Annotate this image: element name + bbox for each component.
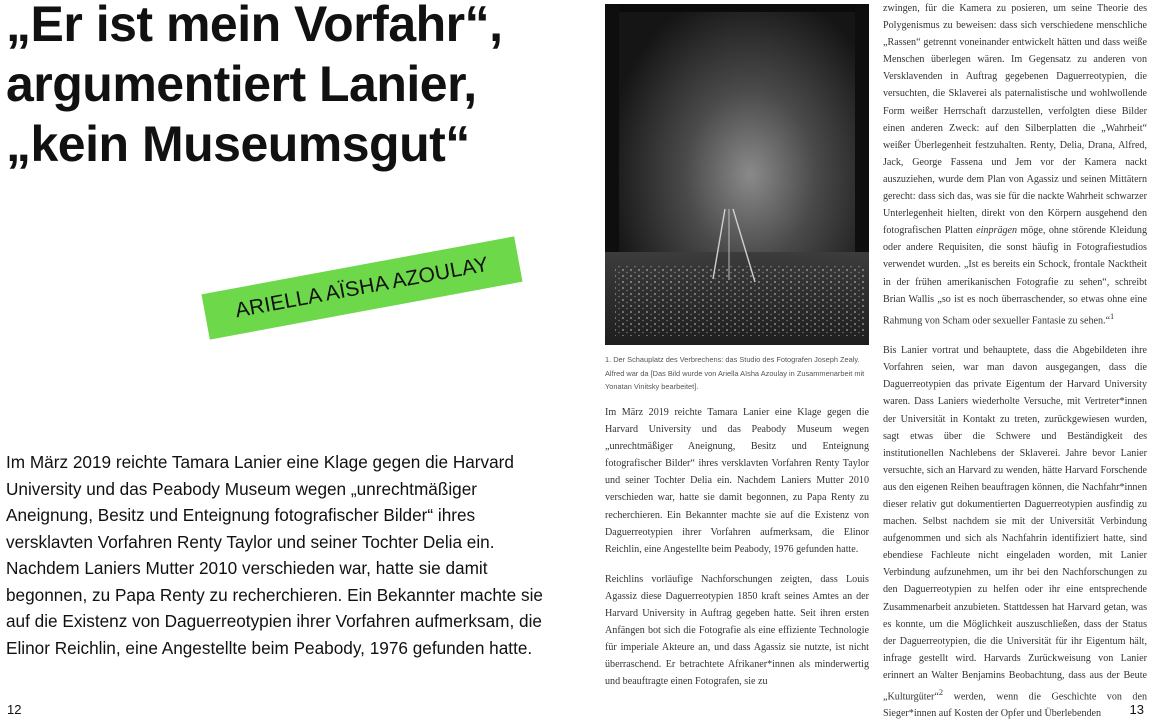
- body-column-1: [605, 404, 869, 691]
- body-paragraph: [883, 0, 1147, 329]
- article-headline: [6, 0, 566, 174]
- body-text: möge, ohne störende Kleidung oder andere Requisiten, die sonst häufig in Fotografiestudios verwendet wurden. „Ist es bereits ein Schock, frontale Nacktheit in der frühen amerikanischen Fotografie zu sehen“, schreibt Brian Wallis „so ist es noch überraschender, so etwas ohne eine Rahmung von Scham oder sexueller Fantasie zu sehen.“: [883, 225, 1148, 327]
- figure-caption: 1. Der Schauplatz des Verbrechens: das Studio des Fotografen Joseph Zealy. Alfred war da [Das Bild wurde von Ariella Aïsha Azoulay in Zusammenarbeit mit Yonatan Vinitsky bearbeitet].: [605, 355, 865, 391]
- headline-line-2: argumentiert Lanier,: [6, 56, 477, 112]
- author-name: ARIELLA AÏSHA AZOULAY: [233, 252, 491, 323]
- footnote-ref: 2: [938, 688, 944, 698]
- headline-line-3: „kein Museumsgut“: [6, 116, 470, 172]
- page-number-left: 12: [7, 702, 22, 717]
- studio-photo-image: [605, 4, 869, 345]
- page-number-right: 13: [1129, 702, 1144, 717]
- emphasis-word: einprägen: [976, 225, 1018, 237]
- daguerreotype-studio-photo: [605, 4, 869, 345]
- body-paragraph: Reichlins vorläufige Nachforschungen zeigten, dass Louis Agassiz diese Daguerreotypien 1850 kraft seines Amtes an der Harvard University in Auftrag gegeben hatte. Seit ihren ersten Anfängen bot sich die Fotografie als eine effiziente Technologie für imperiale Akteure an, und dass Agassiz sie nutzte, ist nicht überraschend. Er betrachtete Afrikaner*innen als minderwertig und beauftragte einen Fotografen, sie zu: [605, 573, 869, 688]
- body-paragraph: [883, 342, 1147, 722]
- lead-paragraph: Im März 2019 reichte Tamara Lanier eine Klage gegen die Harvard University und das Peabody Museum wegen „unrechtmäßiger Aneignung, Besitz und Enteignung fotografischer Bilder“ ihres versklavten Vorfahren Renty Taylor und seiner Tochter Delia ein. Nachdem Laniers Mutter 2010 verschieden war, hatte sie damit begonnen, zu Papa Renty zu recherchieren. Ein Bekannter machte sie auf die Existenz von Daguerreotypien ihrer Vorfahren aufmerksam, die Elinor Reichlin, eine Angestellte beim Peabody, 1976 gefunden hatte.: [6, 452, 543, 658]
- footnote-ref: 1: [1110, 311, 1115, 321]
- body-text: werden, wenn die Geschichte von den Sieger*innen auf Kosten der Opfer und Überlebenden: [883, 691, 1147, 720]
- body-text: Bis Lanier vortrat und behauptete, dass die Abgebildeten ihre Vorfahren seien, war man davon ausgegangen, dass die Daguerreotypien das private Eigentum der Harvard University waren. Dass Laniers wiederholte Versuche, mit Vertreter*innen der Universität in Kontakt zu treten, zurückgewiesen wurden, sagt etwas über die Schwere und Beständigkeit des institutionellen Nachlebens der Sklaverei. Jahre bevor Lanier versuchte, sich an Harvard zu wenden, hätte Harvard Forschende aus den eigenen Reihen beauftragen können, die Nachfahr*innen dieser relativ gut dokumentierten Daguerreotypien ausfindig zu machen. Selbst nachdem sie mit der Universität Verbindung aufgenommen und sich als Nachfahrin identifiziert hatte, sind ebendiese Fachleute nicht eingeladen worden, mit Lanier Verbindung aufzunehmen, um ihr bei den Nachforschungen zu den Daguerreotypien zu helfen oder ihr eine entsprechende Zusammenarbeit anzubieten. Stattdessen hat Harvard getan, was es konnte, um die Möglichkeit auszuschließen, dass der Status der Daguerreotypien, die die Universität für ihr Eigentum hält, infrage gestellt wird. Harvards Zurückweisung von Lanier erinnert an Walter Benjamins Beobachtung, dass aus der Beute „Kulturgüter“: [883, 345, 1147, 703]
- body-column-2: [883, 0, 1147, 723]
- body-text: zwingen, für die Kamera zu posieren, um seine Theorie des Polygenismus zu beweisen: dass sich verschiedene menschliche „Rassen“ getrennt voneinander entwickelt hätten und dass weiße Menschen überlegen wären. Im Gegensatz zu anderen von Versklavenden in Auftrag gegebenen Daguerreotypien, die versuchten, die Sklaverei als paternalistische und wohlwollende Form weißer Herrschaft darzustellen, verfolgten diese Bilder einen anderen Zweck: auf den Silberplatten die „Wahrheit“ weißer Überlegenheit festzuhalten. Renty, Delia, Drana, Alfred, Jack, George Fassena und Jem vor der Kamera nackt auszuziehen, wurde dem Plan von Agassiz und seinen Mittätern gerecht: dass sich das, was sie für die nackte Wahrheit schwarzer Unterlegenheit hielten, direkt von den Körpern ausgehend den fotografischen Platten: [883, 3, 1147, 237]
- headline-line-1: „Er ist mein Vorfahr“,: [6, 0, 503, 52]
- body-paragraph: Im März 2019 reichte Tamara Lanier eine Klage gegen die Harvard University und das Peabody Museum wegen „unrechtmäßiger Aneignung, Besitz und Enteignung fotografischer Bilder“ ihres versklavten Vorfahren Renty Taylor und seiner Tochter Delia ein. Nachdem Laniers Mutter 2010 verschieden war, hatte sie damit begonnen, zu Papa Renty zu recherchieren. Ein Bekannter machte sie auf die Existenz von Daguerreotypien ihrer Vorfahren aufmerksam, die Elinor Reichlin, eine Angestellte beim Peabody, 1976 gefunden hatte.: [605, 407, 869, 555]
